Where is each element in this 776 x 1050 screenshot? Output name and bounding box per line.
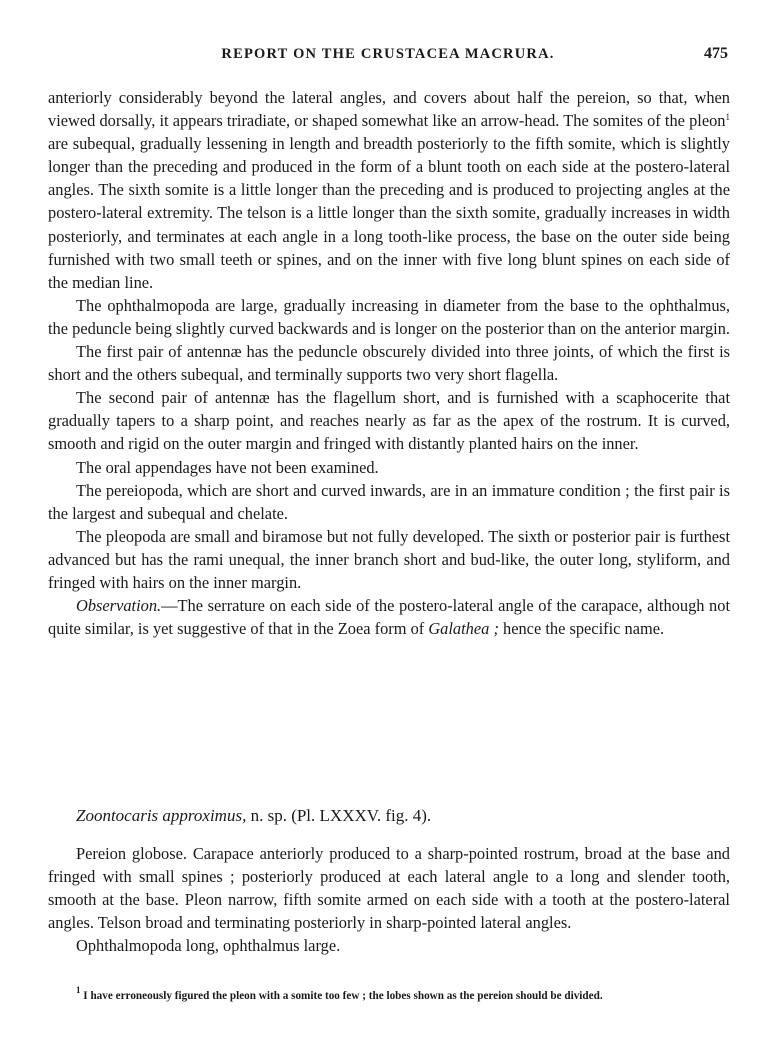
footnote-marker: 1 (76, 985, 81, 995)
page-number: 475 (704, 45, 728, 62)
paragraph-second-antennae: The second pair of antennæ has the flagellum short, and is furnished with a scaphocerite that gradually tapers to a sharp point, and reaches nearly as far as the apex of the rostrum. It is curved, smooth and rigid on the outer margin and fringed with distantly planted hairs on the inner. (48, 388, 730, 454)
paragraph-text: hence the specific name. (498, 619, 665, 639)
genus-name: Galathea ; (428, 619, 499, 639)
paragraph-text: are subequal, gradually lessening in length and breadth posteriorly to the fifth somite, which is slightly longer than the preceding and produced in the form of a blunt tooth on each side at the postero-lateral angles. The sixth somite is a little longer than the preceding and is produced to projecting angles at the postero-lateral extremity. The telson is a little longer than the sixth somite, gradually increases in width posteriorly, and terminates at each angle in a long tooth-like process, the base on the outer side being furnished with two small teeth or spines, and on the inner with five long blunt spines on each side of the median line. (48, 134, 730, 292)
page-header (48, 46, 728, 68)
footnote-reference: 1 (725, 112, 730, 123)
species-name: Zoontocaris approximus, (76, 806, 247, 825)
footnote (76, 985, 736, 1004)
paragraph-text: —The serrature on each side of the postero-lateral angle of the carapace, although not quite similar, is yet suggestive of that in the Zoea form of (48, 596, 730, 639)
species-plate-reference: n. sp. (Pl. LXXXV. fig. 4). (246, 806, 432, 825)
paragraph-pleopoda: The pleopoda are small and biramose but not fully developed. The sixth or posterior pair is furthest advanced but has the rami unequal, the inner branch short and bud-like, the outer long, styliform, and fringed with hairs on the inner margin. (48, 526, 730, 592)
paragraph-species-ophthalmopoda: Ophthalmopoda long, ophthalmus large. (76, 936, 341, 956)
paragraph-observation (48, 594, 730, 640)
paragraph-pleon-description (48, 86, 730, 294)
footnote-text: I have erroneously figured the pleon with a somite too few ; the lobes shown as the pereion should be divided. (80, 990, 603, 1002)
species-description (48, 842, 730, 957)
paragraph-text: anteriorly considerably beyond the lateral angles, and covers about half the pereion, so that, when viewed dorsally, it appears triradiate, or shaped somewhat like an arrow-head. The somites of the pleon (48, 88, 730, 131)
paragraph-ophthalmopoda: The ophthalmopoda are large, gradually increasing in diameter from the base to the ophthalmus, the peduncle being slightly curved backwards and is longer on the posterior than on the anterior margin. (48, 295, 730, 338)
body-text (48, 86, 730, 640)
running-head: REPORT ON THE CRUSTACEA MACRURA. (221, 46, 555, 62)
observation-label: Observation. (76, 596, 162, 616)
paragraph-species-diagnosis: Pereion globose. Carapace anteriorly produced to a sharp-pointed rostrum, broad at the base and fringed with small spines ; posteriorly produced at each lateral angle to a long and slender tooth, smooth at the base. Pleon narrow, fifth somite armed on each side with a tooth at the postero-lateral angles. Telson broad and terminating posteriorly in sharp-pointed lateral angles. (48, 844, 730, 933)
species-heading (76, 804, 431, 828)
paragraph-pereiopoda: The pereiopoda, which are short and curved inwards, are in an immature condition ; the first pair is the largest and subequal and chelate. (48, 480, 730, 523)
paragraph-first-antennae: The first pair of antennæ has the peduncle obscurely divided into three joints, of which the first is short and the others subequal, and terminally supports two very short flagella. (48, 342, 730, 385)
paragraph-oral-appendages: The oral appendages have not been examined. (76, 457, 379, 477)
